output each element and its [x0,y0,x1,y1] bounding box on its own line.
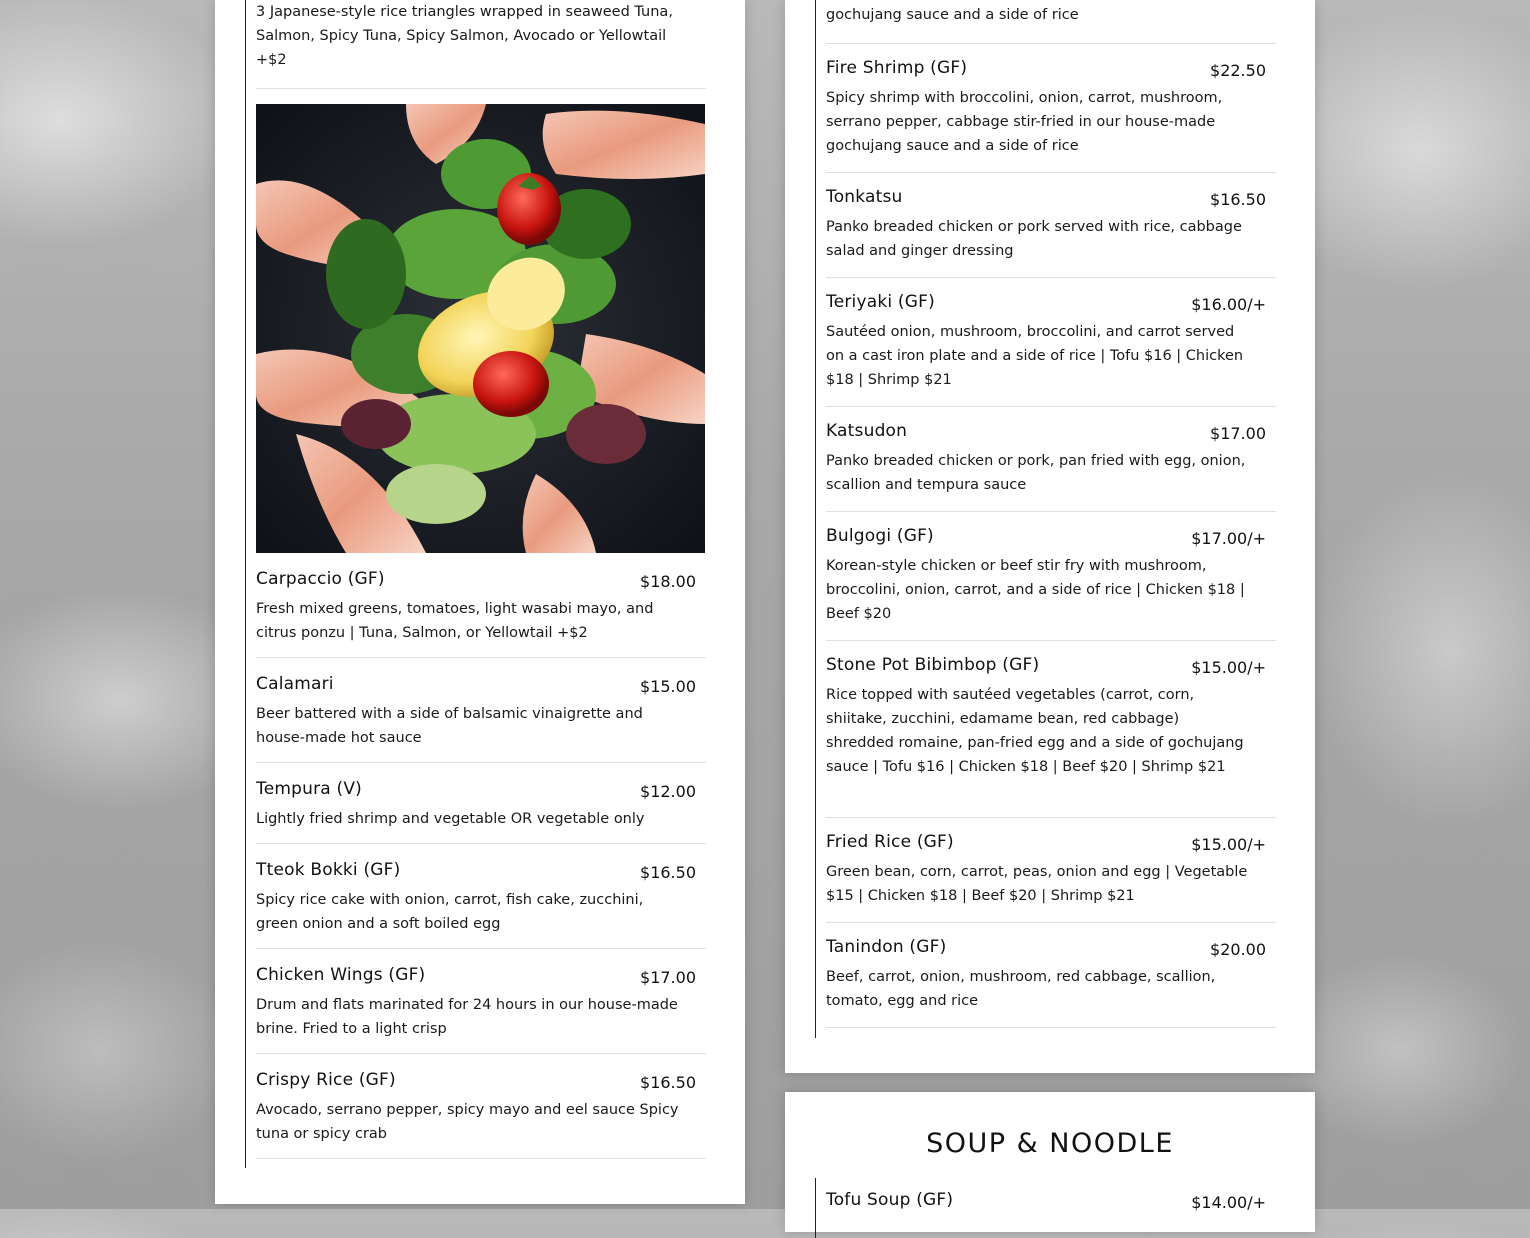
item-description: Korean-style chicken or beef stir fry with mushroom, broccolini, onion, carrot, and a side of rice | Chicken $18 | Beef $20 [826,558,1245,622]
item-description: Spicy shrimp with broccolini, onion, carrot, mushroom, serrano pepper, cabbage stir-fried in our house-made gochujang sauce and a side of rice [826,90,1223,154]
item-description: Panko breaded chicken or pork, pan fried with egg, onion, scallion and tempura sauce [826,453,1246,493]
item-name: Fried Rice (GF) [826,832,954,852]
item-price: $16.50 [1210,190,1266,209]
item-price: $15.00/+ [1191,835,1266,854]
item-price: $15.00 [640,677,696,696]
item-name: Tempura (V) [256,779,362,799]
item-description: Panko breaded chicken or pork served with rice, cabbage salad and ginger dressing [826,219,1242,259]
item-name: Bulgogi (GF) [826,526,934,546]
item-price: $14.00/+ [1191,1193,1266,1212]
menu-list-right [815,0,1276,1038]
item-price: $12.00 [640,782,696,801]
item-price: $18.00 [640,572,696,591]
item-description: Beer battered with a side of balsamic vinaigrette and house-made hot sauce [256,706,643,746]
menu-list-left-lower [245,553,706,1168]
menu-card-left [215,0,745,1204]
item-price: $22.50 [1210,61,1266,80]
item-name: Chicken Wings (GF) [256,965,426,985]
item-description: Spicy rice cake with onion, carrot, fish cake, zucchini, green onion and a soft boiled egg [256,892,644,932]
item-name: Tonkatsu [826,187,903,207]
item-description-partial: gochujang sauce and a side of rice [826,7,1079,23]
item-name: Stone Pot Bibimbop (GF) [826,655,1040,675]
item-description: Avocado, serrano pepper, spicy mayo and eel sauce Spicy tuna or spicy crab [256,1102,679,1142]
item-name: Katsudon [826,421,908,441]
item-name: Carpaccio (GF) [256,569,385,589]
item-price: $16.00/+ [1191,295,1266,314]
item-name: Calamari [256,674,334,694]
menu-list-soup [815,1178,1276,1238]
item-description: Green bean, corn, carrot, peas, onion and egg | Vegetable $15 | Chicken $18 | Beef $20 | Shrimp $21 [826,864,1248,904]
item-description: Drum and flats marinated for 24 hours in our house-made brine. Fried to a light crisp [256,997,678,1037]
item-price: $17.00 [640,968,696,987]
item-name: Crispy Rice (GF) [256,1070,396,1090]
menu-card-right [785,0,1315,1073]
item-price: $17.00 [1210,424,1266,443]
item-description: Sautéed onion, mushroom, broccolini, and carrot served on a cast iron plate and a side of rice | Tofu $16 | Chicken $18 | Shrimp $21 [826,324,1244,388]
item-description-partial: 3 Japanese-style rice triangles wrapped in seaweed Tuna, Salmon, Spicy Tuna, Spicy Salmon, Avocado or Yellowtail +$2 [256,4,673,68]
food-photo [256,104,705,553]
section-card-soup-noodle [785,1092,1315,1232]
item-description: Beef, carrot, onion, mushroom, red cabbage, scallion, tomato, egg and rice [826,969,1216,1009]
item-price: $20.00 [1210,940,1266,959]
item-name: Teriyaki (GF) [826,292,935,312]
item-description: Lightly fried shrimp and vegetable OR vegetable only [256,811,645,827]
item-price: $17.00/+ [1191,529,1266,548]
item-description: Rice topped with sautéed vegetables (carrot, corn, shiitake, zucchini, edamame bean, red cabbage) shredded romaine, pan-fried egg and a side of gochujang sauce | Tofu $16 | Chicken $18 | Beef $20 | Shrimp $21 [826,687,1244,775]
item-price: $15.00/+ [1191,658,1266,677]
item-description: Fresh mixed greens, tomatoes, light wasabi mayo, and citrus ponzu | Tuna, Salmon, or Yellowtail +$2 [256,601,654,641]
item-name: Tanindon (GF) [826,937,947,957]
item-name: Fire Shrimp (GF) [826,58,968,78]
item-price: $16.50 [640,1073,696,1092]
section-title: SOUP & NOODLE [926,1128,1174,1159]
item-name: Tteok Bokki (GF) [256,860,401,880]
item-name: Tofu Soup (GF) [826,1190,954,1210]
item-price: $16.50 [640,863,696,882]
